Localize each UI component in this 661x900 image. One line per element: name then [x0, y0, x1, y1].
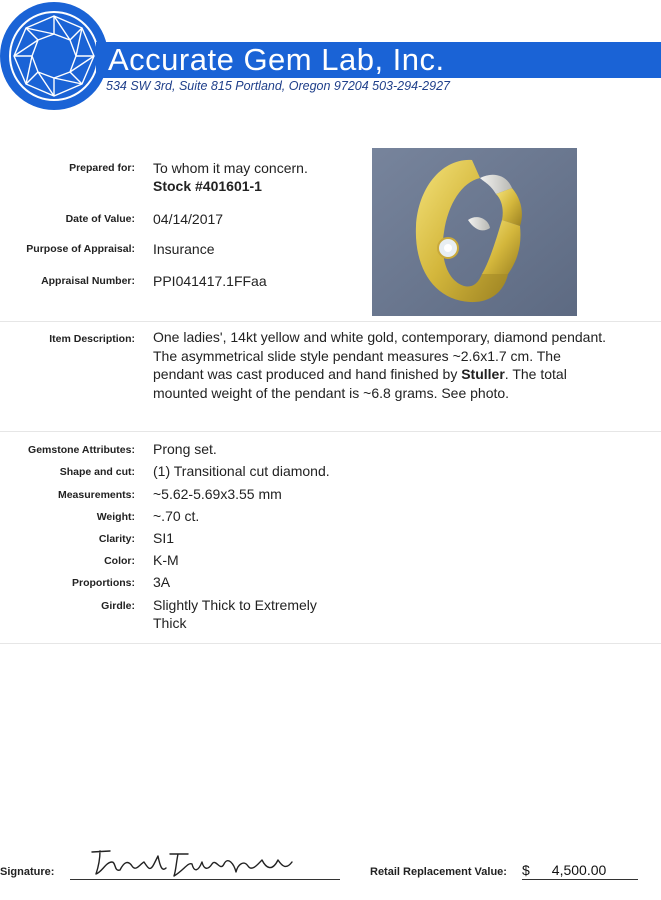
- signature-line: [70, 879, 340, 880]
- currency-symbol: $: [522, 862, 530, 878]
- color-value: K-M: [153, 552, 179, 568]
- date-of-value-label: Date of Value:: [65, 213, 135, 225]
- clarity-value: SI1: [153, 530, 175, 546]
- girdle-value-line1: Slightly Thick to Extremely: [153, 597, 317, 613]
- clarity-label: Clarity:: [98, 533, 135, 545]
- shape-cut-value: (1) Transitional cut diamond.: [153, 463, 330, 479]
- amount-line: [522, 879, 638, 880]
- divider: [0, 431, 661, 432]
- prepared-for-value: To whom it may concern.: [153, 160, 308, 176]
- proportions-value: 3A: [153, 574, 171, 590]
- description-text-2: . The total mounted weight of the pendant is ~6.8 grams. See photo.: [153, 366, 567, 401]
- girdle-label: Girdle:: [101, 600, 135, 612]
- maker-name: Stuller: [461, 366, 505, 383]
- prepared-for-label: Prepared for:: [69, 162, 135, 174]
- appraisal-number-label: Appraisal Number:: [41, 275, 135, 287]
- purpose-value: Insurance: [153, 241, 215, 257]
- signature-label: Signature:: [0, 866, 55, 878]
- company-name: Accurate Gem Lab, Inc.: [108, 42, 445, 77]
- color-label: Color:: [104, 555, 135, 567]
- retail-replacement-value: [522, 862, 606, 878]
- date-of-value: 04/14/2017: [153, 211, 224, 227]
- company-address: 534 SW 3rd, Suite 815 Portland, Oregon 97204 503-294-2927: [106, 79, 450, 93]
- purpose-label: Purpose of Appraisal:: [26, 243, 135, 255]
- gemstone-attributes-label: Gemstone Attributes:: [28, 444, 135, 456]
- pendant-photo: [372, 148, 577, 316]
- item-description-label: Item Description:: [49, 333, 135, 345]
- girdle-value-line2: Thick: [153, 615, 187, 631]
- divider: [0, 321, 661, 322]
- retail-replacement-value-label: Retail Replacement Value:: [370, 866, 507, 878]
- divider: [0, 643, 661, 644]
- shape-cut-label: Shape and cut:: [59, 466, 135, 478]
- appraisal-number: PPI041417.1FFaa: [153, 273, 267, 289]
- weight-label: Weight:: [96, 511, 135, 523]
- amount-value: 4,500.00: [551, 862, 607, 878]
- signature-image: [88, 842, 298, 882]
- measurements-value: ~5.62-5.69x3.55 mm: [153, 486, 282, 502]
- description-text-1: One ladies', 14kt yellow and white gold, contemporary, diamond pendant. The asymmetrical slide style pendant measures ~2.6x1.7 cm. The pendant was cast produced and hand finished by: [153, 329, 607, 383]
- gemstone-attributes-value: Prong set.: [153, 441, 217, 457]
- measurements-label: Measurements:: [57, 489, 135, 501]
- item-description: [153, 328, 613, 402]
- weight-value: ~.70 ct.: [153, 508, 200, 524]
- stock-number: Stock #401601-1: [153, 178, 262, 194]
- proportions-label: Proportions:: [72, 577, 135, 589]
